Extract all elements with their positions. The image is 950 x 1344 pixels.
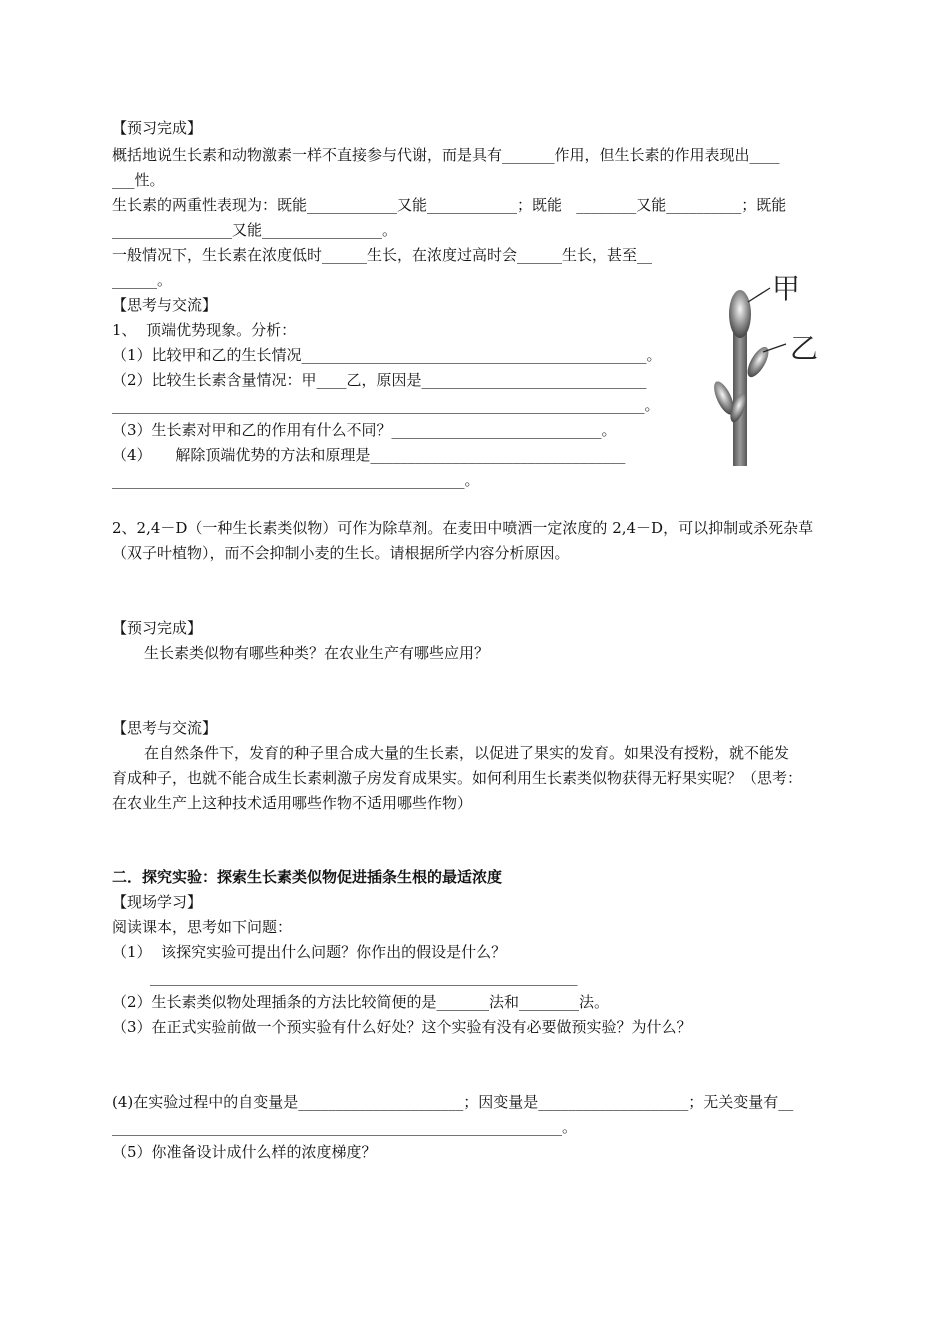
apical-bud <box>729 290 751 338</box>
text-line: 概括地说生长素和动物激素一样不直接参与代谢，而是具有_______作用，但生长素的作用表现出____ <box>112 146 780 164</box>
answer-blank: _________________________________________________________ <box>150 968 578 986</box>
question-1a: （1）比较甲和乙的生长情况______________________________________________。 <box>112 346 662 364</box>
stem <box>733 320 747 466</box>
text-line: 在农业生产上这种技术适用哪些作物不适用哪些作物） <box>112 794 473 812</box>
question-2b: （双子叶植物），而不会抑制小麦的生长。请根据所学内容分析原因。 <box>112 544 570 562</box>
preview-heading-2: 【预习完成】 <box>112 619 203 637</box>
question-1: 1、 顶端优势现象。分析： <box>112 321 297 339</box>
text-line: ___性。 <box>112 171 165 189</box>
apical-dominance-diagram <box>708 270 828 470</box>
question-1c: （3）生长素对甲和乙的作用有什么不同？____________________________。 <box>112 421 617 439</box>
question-1d: （4） 解除顶端优势的方法和原理是__________________________________ <box>112 446 626 464</box>
text-line: 育成种子，也就不能合成生长素刺激子房发育成果实。如何利用生长素类似物获得无籽果实呢？（思考： <box>112 769 803 787</box>
exp-question-3: （3）在正式实验前做一个预实验有什么好处？这个实验有没有必要做预实验？为什么？ <box>112 1018 692 1036</box>
intro-text: 阅读课本，思考如下问题： <box>112 918 293 936</box>
exp-question-1: （1） 该探究实验可提出什么问题？你作出的假设是什么？ <box>112 943 507 961</box>
text-line: 生长素的两重性表现为：既能____________又能____________；既能 ________又能__________；既能 <box>112 196 787 214</box>
exp-question-4: (4)在实验过程中的自变量是______________________；因变量是____________________；无关变量有__ <box>112 1093 794 1111</box>
preview-heading-1: 【预习完成】 <box>112 119 203 137</box>
label-jia: 甲 <box>772 272 801 305</box>
exp-question-2: （2）生长素类似物处理插条的方法比较简便的是_______法和________法。 <box>112 993 610 1011</box>
text-line: 一般情况下，生长素在浓度低时______生长，在浓度过高时会______生长，甚至__ <box>112 246 653 264</box>
question-1d-cont: _______________________________________________。 <box>112 471 480 489</box>
text-line: ______。 <box>112 271 173 289</box>
text-line: ________________又能________________。 <box>112 221 398 239</box>
question-1b: （2）比较生长素含量情况：甲____乙，原因是______________________________ <box>112 371 647 389</box>
exp-question-5: （5）你准备设计成什么样的浓度梯度？ <box>112 1143 377 1161</box>
think-heading-2: 【思考与交流】 <box>112 719 218 737</box>
preview-question: 生长素类似物有哪些种类？在农业生产有哪些应用？ <box>144 644 490 662</box>
question-1b-cont: _______________________________________________________________________。 <box>112 396 660 414</box>
lateral-bud <box>743 344 772 380</box>
exp-question-4-cont: ____________________________________________________________。 <box>112 1118 578 1136</box>
think-heading-1: 【思考与交流】 <box>112 296 218 314</box>
text-line: 在自然条件下，发育的种子里合成大量的生长素，以促进了果实的发育。如果没有授粉，就不能发 <box>144 744 790 762</box>
question-2a: 2、2,4－D（一种生长素类似物）可作为除草剂。在麦田中喷洒一定浓度的 2,4－D，可以抑制或杀死杂草 <box>112 519 814 537</box>
experiment-title: 二．探究实验：探索生长素类似物促进插条生根的最适浓度 <box>112 868 503 886</box>
label-yi: 乙 <box>790 332 819 365</box>
live-study-heading: 【现场学习】 <box>112 893 203 911</box>
